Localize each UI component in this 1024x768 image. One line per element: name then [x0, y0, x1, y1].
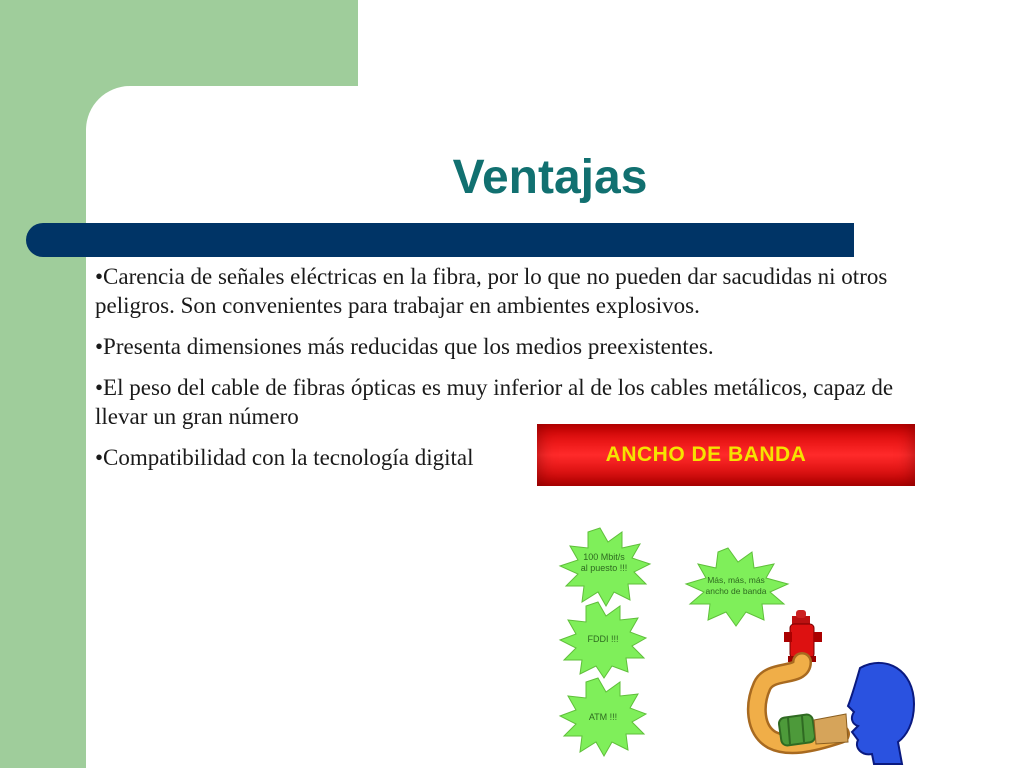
bandwidth-clipart	[540, 520, 920, 768]
hose-icon	[757, 662, 848, 746]
bandwidth-banner	[537, 424, 915, 486]
burst-text-atm: ATM !!!	[588, 712, 618, 722]
head-icon	[848, 663, 914, 764]
slide-title: Ventajas	[452, 151, 648, 204]
burst-text-100mbit: 100 Mbit/s al puesto !!!	[580, 552, 628, 573]
burst-atm	[560, 678, 646, 756]
banner-text: ANCHO DE BANDA	[605, 443, 807, 466]
burst-fddi	[560, 602, 646, 678]
bullet-item: •Compatibilidad con la tecnología digital	[95, 445, 474, 470]
burst-text-mas: Más, más, más ancho de banda	[705, 575, 767, 596]
burst-text-fddi: FDDI !!!	[587, 634, 619, 644]
bullet-item: •Presenta dimensiones más reducidas que los medios preexistentes.	[95, 334, 714, 359]
top-white-area	[358, 0, 1024, 86]
bullet-item: •Carencia de señales eléctricas en la fibra, por lo que no pueden dar sacudidas ni otros peligros. Son convenientes para trabajar en ambientes explosivos.	[95, 264, 888, 318]
bullet-item: •El peso del cable de fibras ópticas es muy inferior al de los cables metálicos, capaz de llevar un gran número	[95, 375, 894, 429]
burst-100mbit	[560, 528, 650, 606]
burst-mas-ancho	[686, 548, 788, 626]
title-divider-bar	[26, 223, 854, 257]
